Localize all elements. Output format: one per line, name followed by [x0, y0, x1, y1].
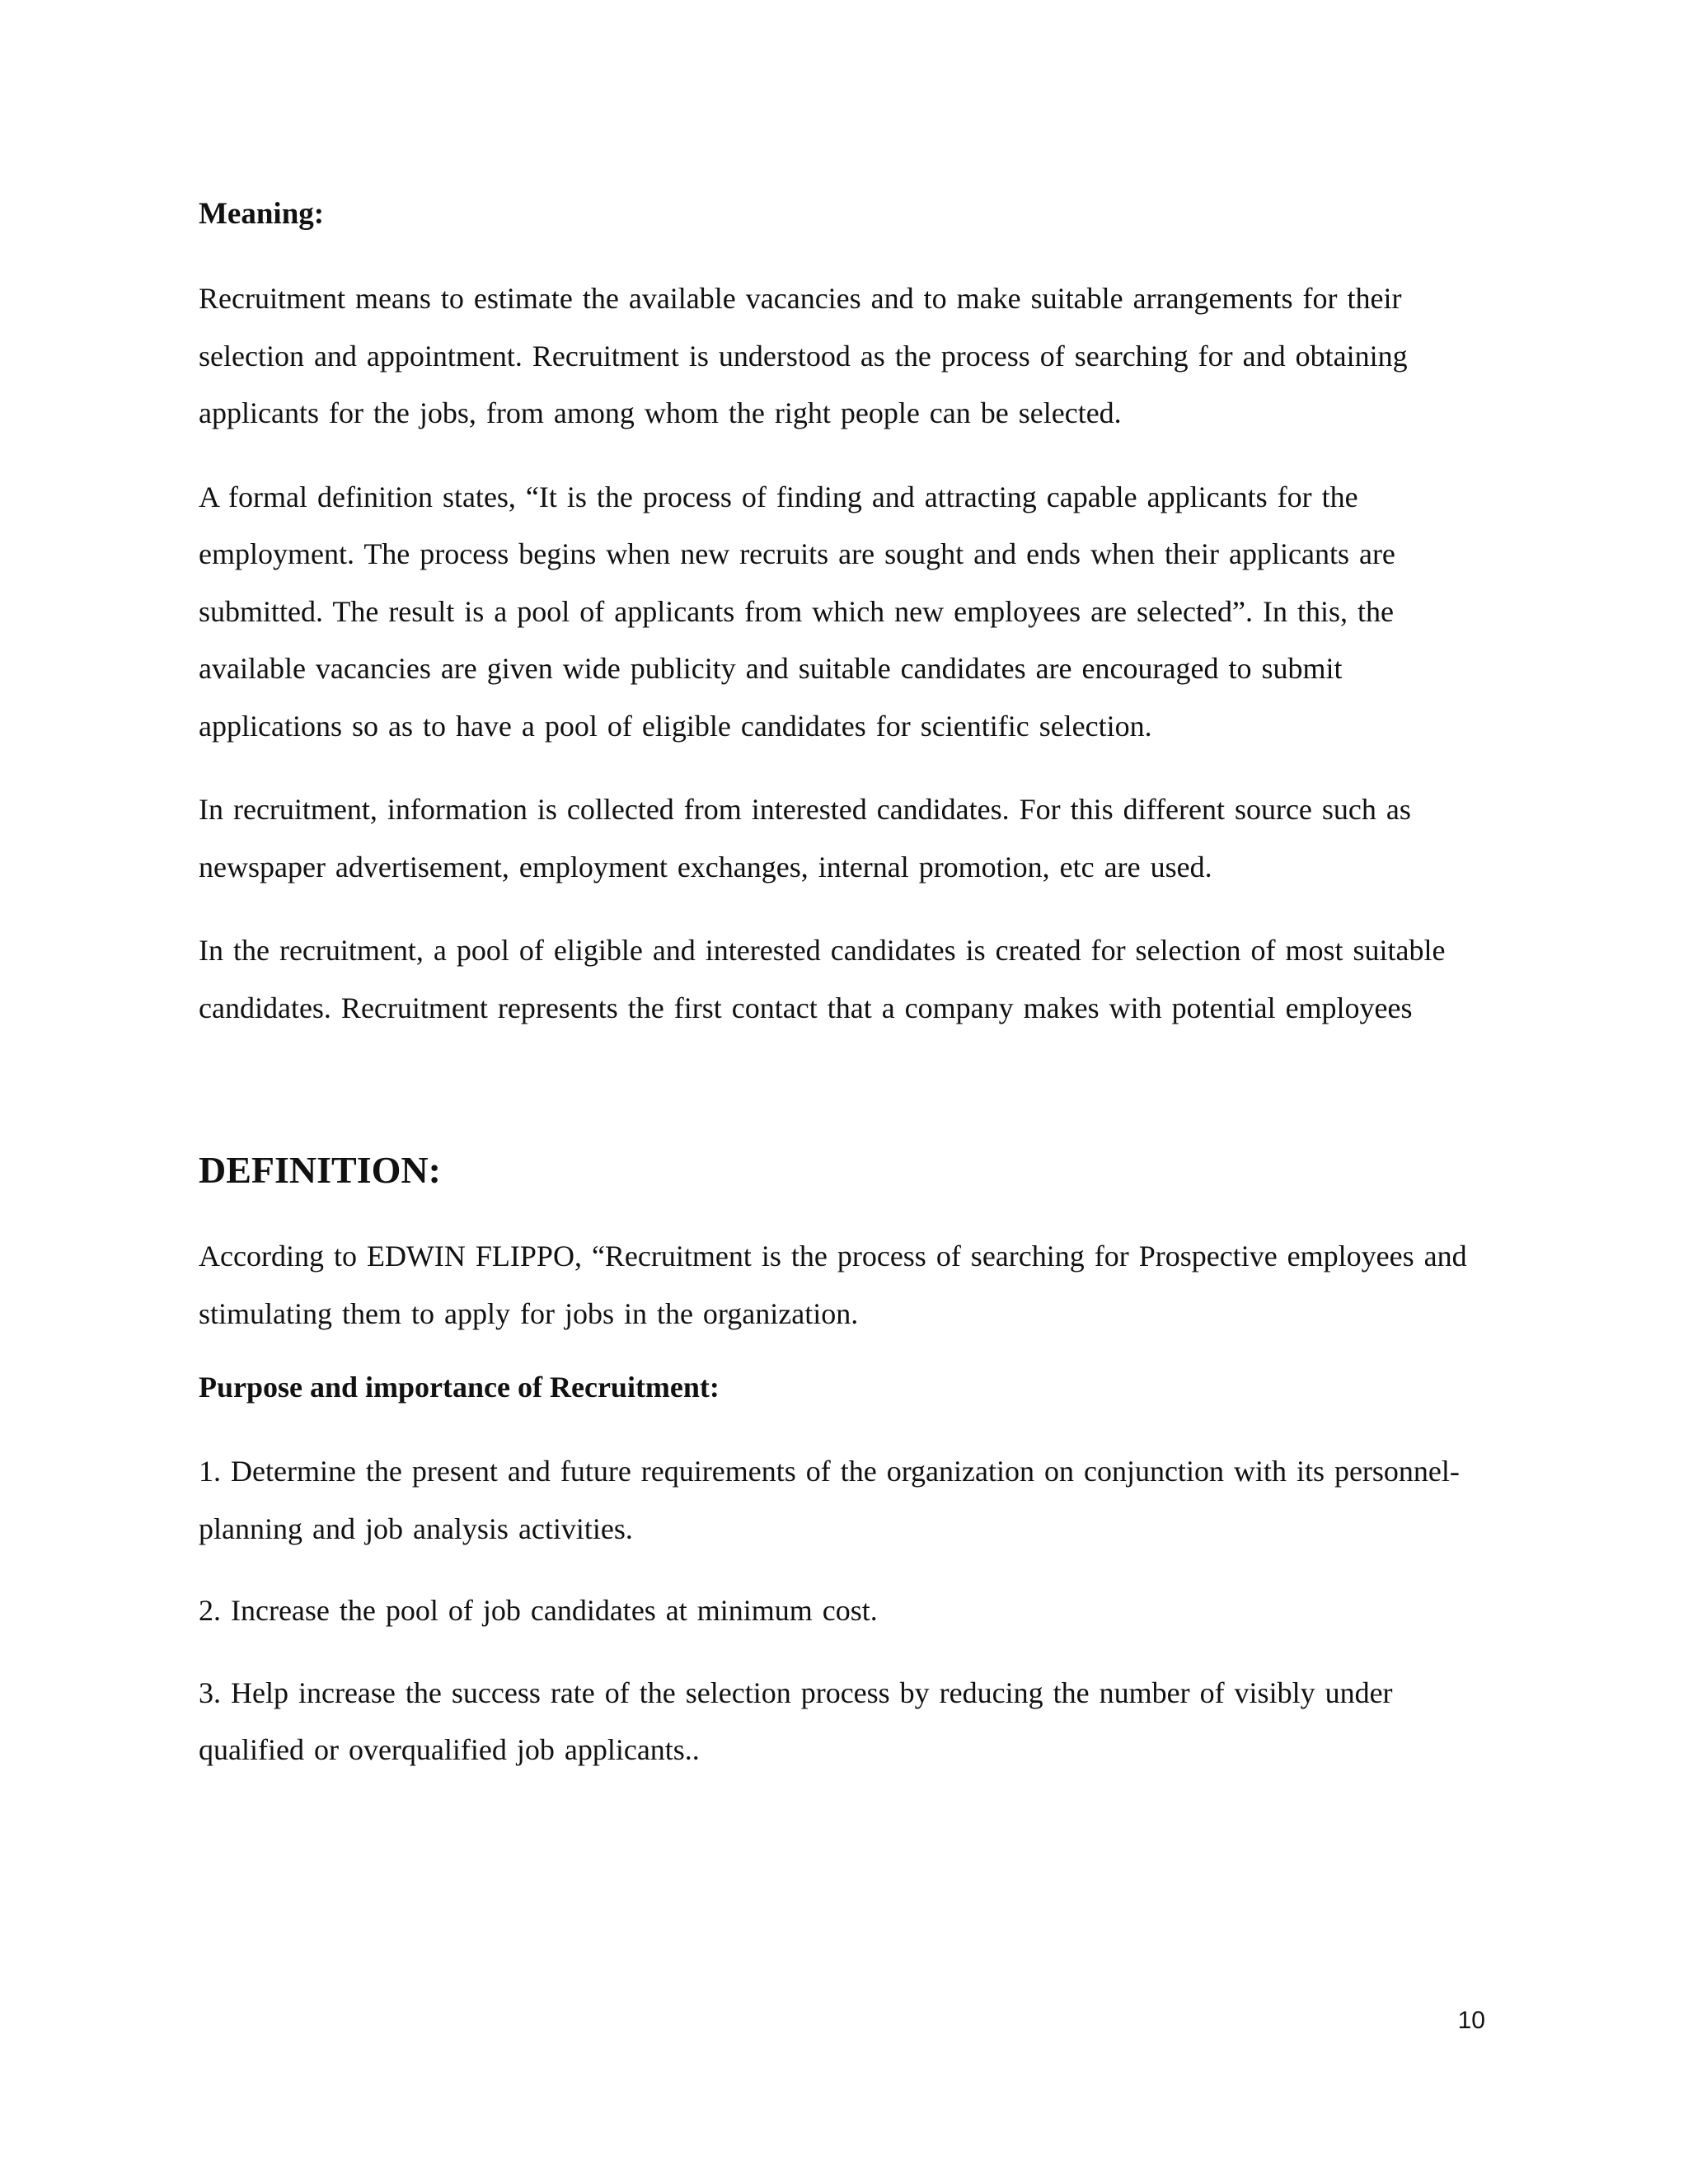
purpose-heading: Purpose and importance of Recruitment:	[199, 1371, 720, 1404]
meaning-paragraph-2: A formal definition states, “It is the process of finding and attracting capable applicants for the employment. The process begins when new recruits are sought and ends when their applicants are submitted. The result is a pool of applicants from which new employees are selected”. In this, the available vacancies are given wide publicity and suitable candidates are encouraged to submit applications so as to have a pool of eligible candidates for scientific selection.	[199, 480, 1395, 743]
meaning-paragraph-1: Recruitment means to estimate the available vacancies and to make suitable arrangements for their selection and appointment. Recruitment is understood as the process of searching for and obtaining applicants for the jobs, from among whom the right people can be selected.	[199, 282, 1408, 429]
definition-paragraph: According to EDWIN FLIPPO, “Recruitment is the process of searching for Prospective employees and stimulating them to apply for jobs in the organization.	[199, 1240, 1467, 1330]
page-number: 10	[1457, 2007, 1485, 2034]
purpose-item-2: 2. Increase the pool of job candidates at minimum cost.	[199, 1594, 878, 1627]
page-content	[199, 196, 1493, 1804]
definition-heading: DEFINITION:	[199, 1149, 441, 1191]
meaning-paragraph-4: In the recruitment, a pool of eligible and interested candidates is created for selection of most suitable candidates. Recruitment represents the first contact that a company makes with potential employees	[199, 934, 1446, 1024]
section-spacer	[199, 1063, 1493, 1147]
purpose-item-3: 3. Help increase the success rate of the selection process by reducing the number of visibly under qualified or overqualified job applicants..	[199, 1675, 1393, 1766]
meaning-heading: Meaning:	[199, 197, 325, 231]
purpose-item-1: 1. Determine the present and future requirements of the organization on conjunction with its personnel-planning and job analysis activities.	[199, 1455, 1460, 1545]
meaning-paragraph-3: In recruitment, information is collected from interested candidates. For this different source such as newspaper advertisement, employment exchanges, internal promotion, etc are used.	[199, 793, 1411, 883]
